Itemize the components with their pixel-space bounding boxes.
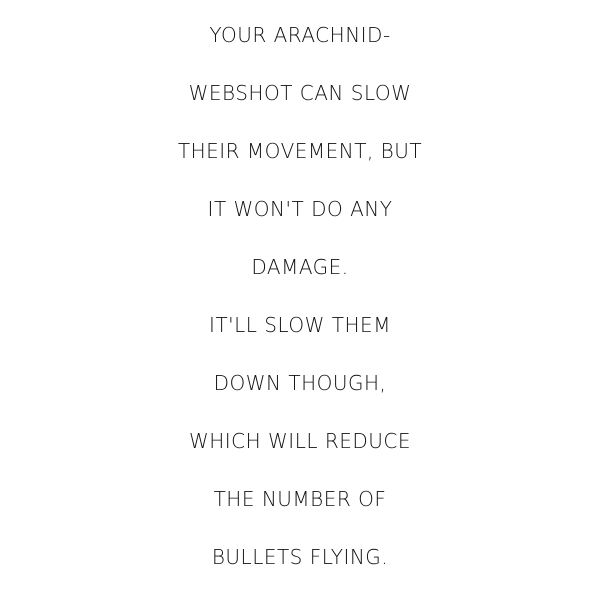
caption-line-9: THE NUMBER OF (213, 487, 387, 511)
caption-line-4: IT WON'T DO ANY (207, 197, 393, 221)
caption-line-7: DOWN THOUGH, (213, 371, 387, 395)
caption-line-10: BULLETS FLYING. (211, 545, 389, 569)
caption-line-1: YOUR ARACHNID- (209, 23, 391, 47)
caption-text (0, 6, 600, 586)
caption-line-8: WHICH WILL REDUCE (188, 429, 412, 453)
caption-line-5: DAMAGE. (251, 255, 349, 279)
caption-line-6: IT'LL SLOW THEM (209, 313, 391, 337)
caption-line-2: WEBSHOT CAN SLOW (188, 81, 412, 105)
caption-line-3: THEIR MOVEMENT, BUT (177, 139, 423, 163)
